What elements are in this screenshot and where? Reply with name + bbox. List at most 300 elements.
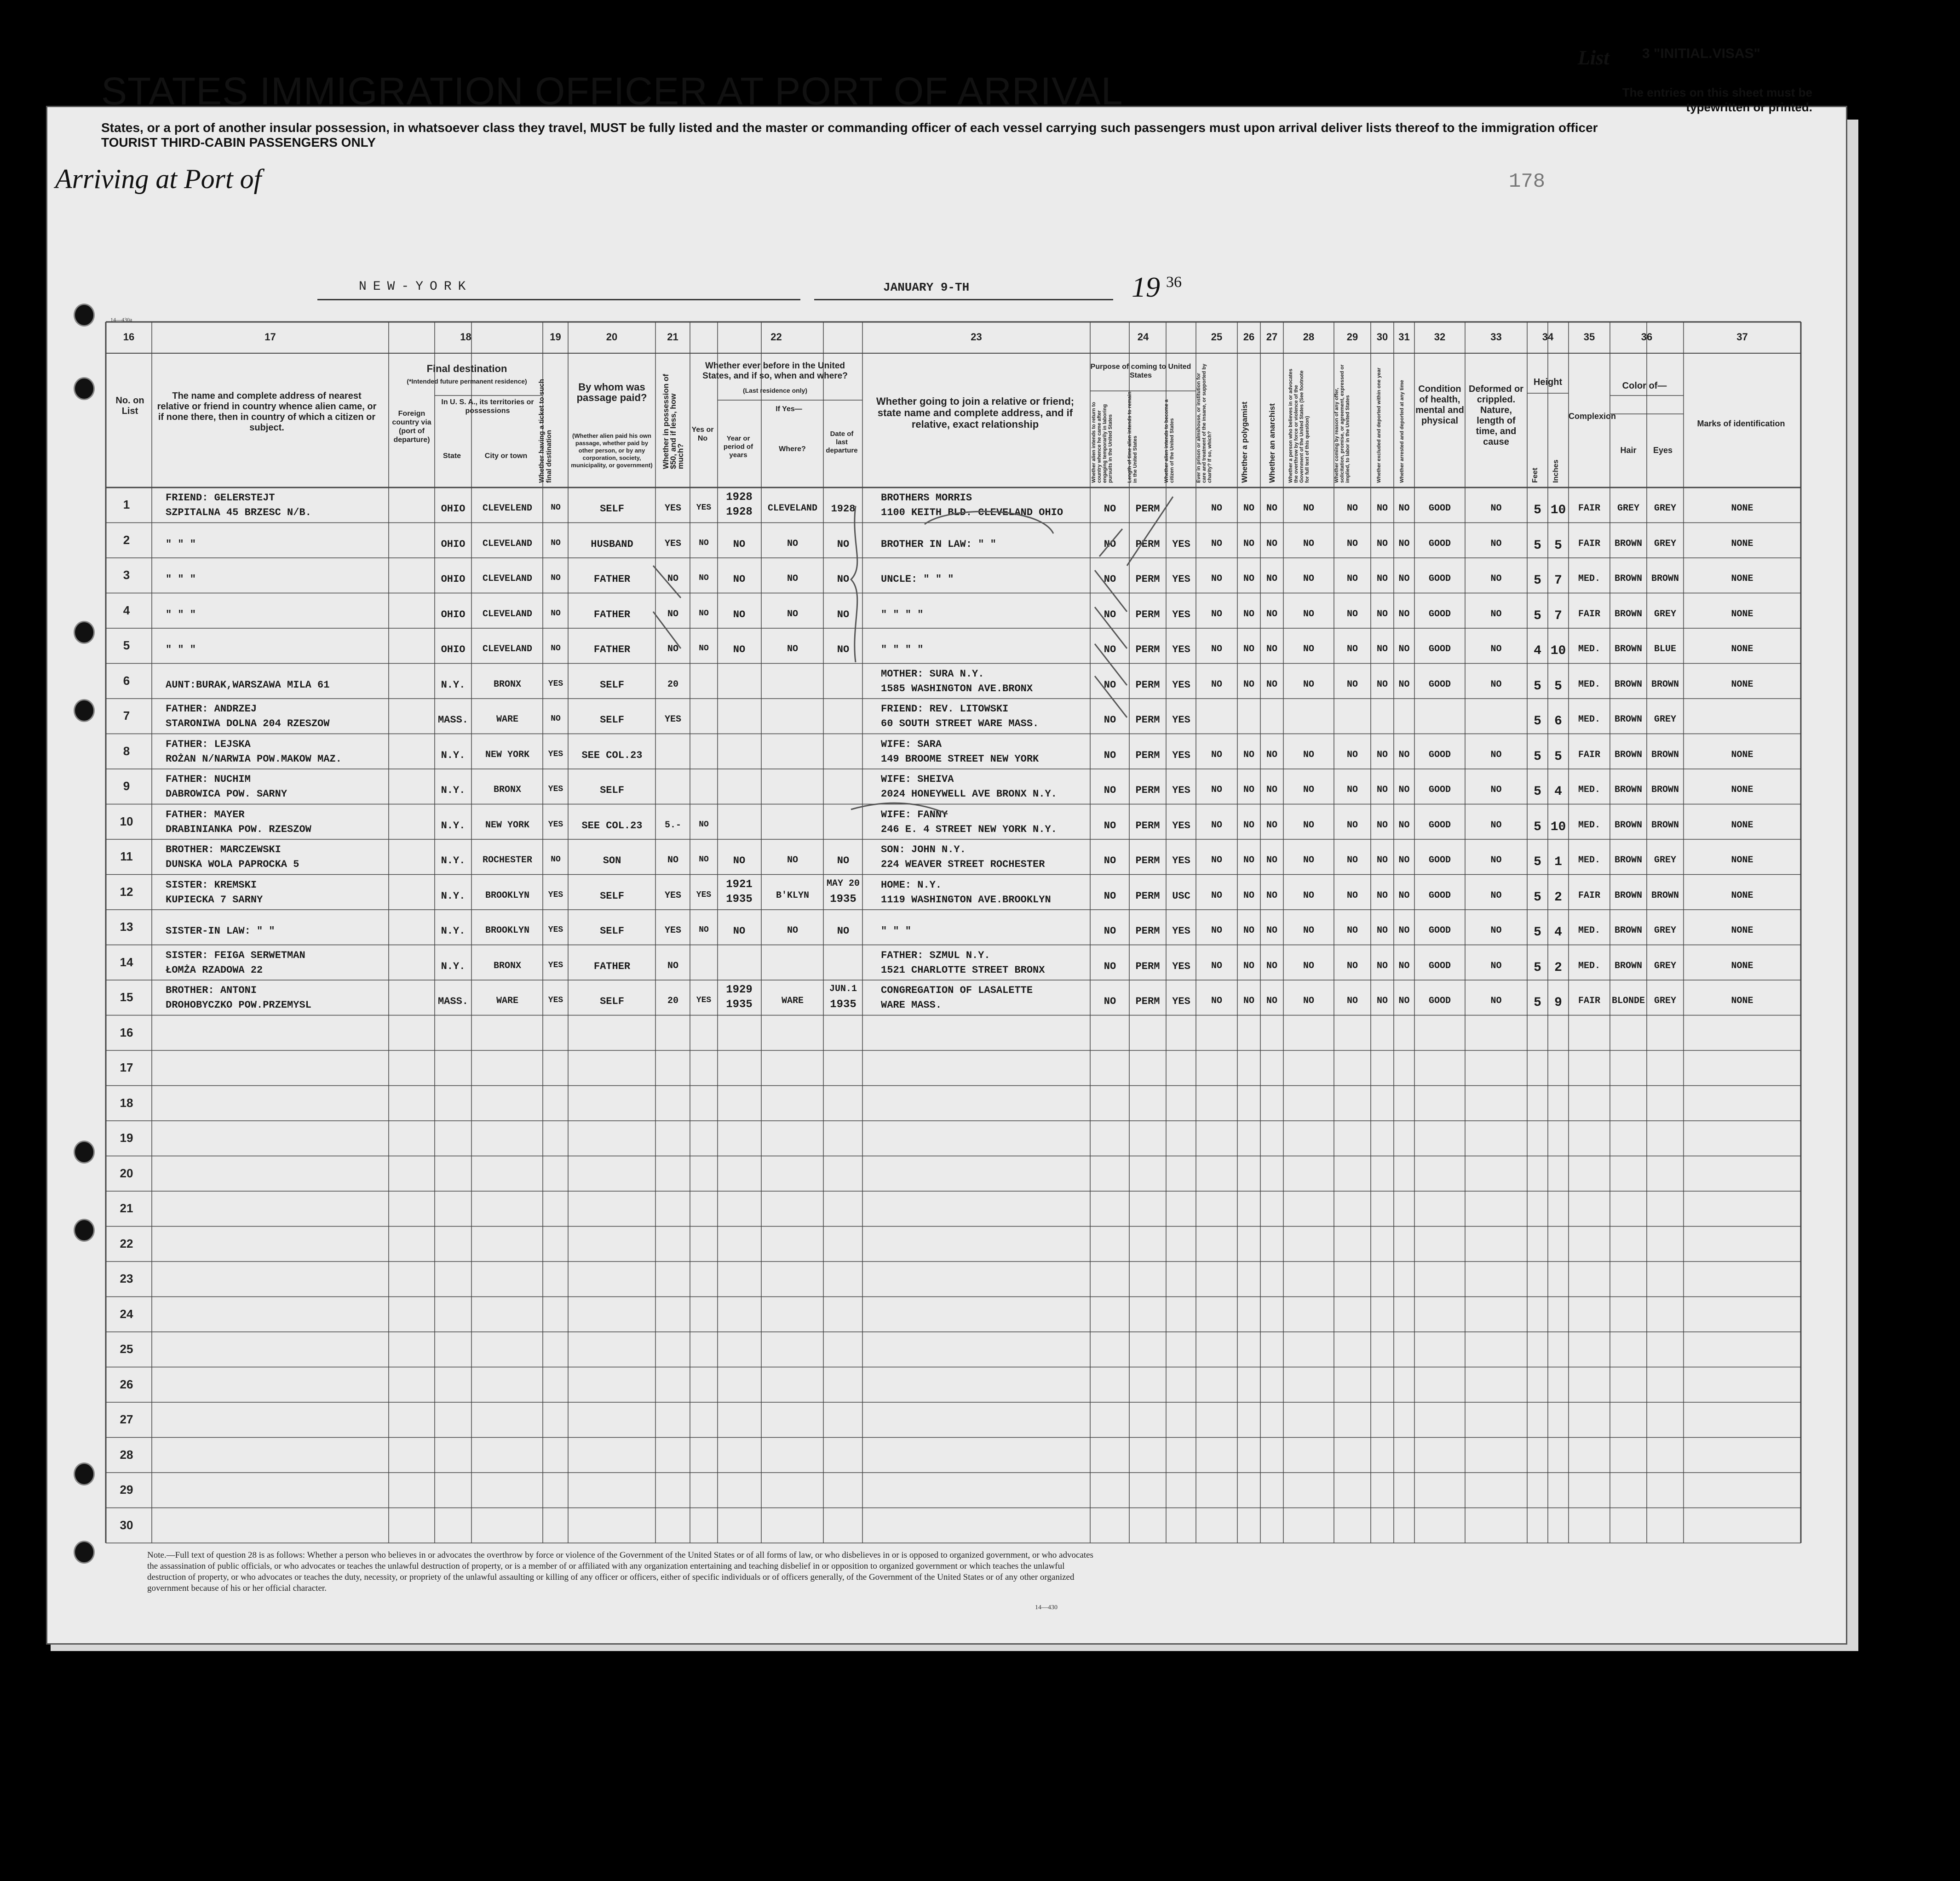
- col-c29: NO: [1346, 820, 1358, 831]
- col-in: 9: [1554, 996, 1562, 1010]
- col-22-yesno: Yes or No: [691, 426, 714, 442]
- col-c25: NO: [1211, 608, 1222, 619]
- col-c29: NO: [1346, 538, 1358, 549]
- col-eyes: BROWN: [1651, 890, 1679, 901]
- money: 5.-: [664, 820, 681, 831]
- ticket: YES: [548, 785, 563, 794]
- col-18-state: State: [443, 452, 461, 460]
- year-period: 1921: [726, 878, 753, 891]
- ticket: NO: [551, 644, 561, 654]
- col-c26: NO: [1243, 925, 1254, 936]
- row-number: 16: [120, 1025, 133, 1039]
- col-c26: NO: [1243, 855, 1254, 866]
- where: NO: [787, 573, 798, 585]
- purpose-length: PERM: [1135, 820, 1160, 832]
- col-29-header: Whether coming by reason of any offer, solicitation, promise, or agreement, expressed or implied, to labor in the United States: [1334, 364, 1351, 483]
- row-number: 20: [120, 1166, 133, 1180]
- row-number: 12: [120, 884, 133, 899]
- col-comp: MED.: [1578, 679, 1600, 690]
- col-c31: NO: [1398, 573, 1410, 585]
- col-c31: NO: [1398, 890, 1410, 901]
- col-eyes: BROWN: [1651, 679, 1679, 690]
- col-c30: NO: [1376, 890, 1388, 901]
- before-us: NO: [699, 925, 709, 935]
- column-number: 35: [1583, 331, 1595, 343]
- dest-state: OHIO: [441, 644, 466, 656]
- purpose-length: PERM: [1135, 855, 1160, 867]
- col-comp: FAIR: [1578, 503, 1600, 514]
- last-departure: NO: [837, 925, 850, 937]
- ticket: NO: [551, 503, 561, 513]
- col-c26: NO: [1243, 890, 1254, 901]
- passage-paid: SELF: [600, 925, 624, 937]
- ticket: YES: [548, 679, 563, 688]
- year-period: 1929: [726, 984, 753, 996]
- joining-name: WIFE: SARA: [881, 738, 942, 750]
- col-c31: NO: [1398, 503, 1410, 514]
- col-34-inches: Inches: [1552, 459, 1560, 483]
- col-c25: NO: [1211, 820, 1222, 831]
- joining-address: " " " ": [881, 644, 924, 656]
- dest-city: CLEVELAND: [482, 608, 533, 619]
- col-eyes: GREY: [1654, 714, 1676, 725]
- column-number: 28: [1303, 331, 1315, 343]
- col-health: GOOD: [1428, 679, 1451, 690]
- col-in: 10: [1550, 644, 1566, 659]
- col-c26: NO: [1243, 785, 1254, 796]
- col-health: GOOD: [1428, 820, 1451, 831]
- page-title: STATES IMMIGRATION OFFICER AT PORT OF ARRIVAL: [101, 69, 1123, 113]
- col-comp: MED.: [1578, 573, 1600, 585]
- passage-paid: SEE COL.23: [581, 820, 643, 832]
- col-deform: NO: [1490, 749, 1502, 760]
- last-departure: NO: [837, 644, 850, 656]
- col-19-header: Whether having a ticket to such final destination: [538, 379, 553, 483]
- row-number: 15: [120, 990, 133, 1004]
- col-16-header: No. on List: [115, 396, 144, 416]
- col-22-sub: (Last residence only): [742, 387, 808, 394]
- ticket: NO: [551, 538, 561, 548]
- col-18-usa: In U. S. A., its territories or possessions: [441, 398, 534, 415]
- joining-address: 1585 WASHINGTON AVE.BRONX: [881, 682, 1033, 694]
- before-us: YES: [696, 503, 712, 513]
- col-c27: NO: [1266, 960, 1277, 971]
- col-c29: NO: [1346, 644, 1358, 655]
- col-deform: NO: [1490, 996, 1502, 1007]
- row-number: 13: [120, 920, 133, 934]
- col-36-header: Color of—: [1622, 381, 1667, 391]
- dest-city: CLEVELAND: [482, 538, 533, 549]
- relative-address: SISTER-IN LAW: " ": [166, 925, 275, 937]
- col-in: 5: [1554, 538, 1562, 553]
- dest-state: N.Y.: [441, 785, 466, 797]
- purpose-citizen: YES: [1172, 996, 1190, 1008]
- column-number: 20: [606, 331, 618, 343]
- purpose-return: NO: [1104, 749, 1116, 761]
- col-27-header: Whether an anarchist: [1268, 403, 1276, 483]
- joining-address: 246 E. 4 STREET NEW YORK N.Y.: [881, 823, 1057, 835]
- col-in: 7: [1554, 608, 1562, 623]
- relative-address: ROŻAN N/NARWIA POW.MAKOW MAZ.: [166, 753, 342, 765]
- ticket: YES: [548, 820, 563, 829]
- col-deform: NO: [1490, 785, 1502, 796]
- col-c28: NO: [1303, 925, 1314, 936]
- purpose-length: PERM: [1135, 960, 1160, 972]
- col-c29: NO: [1346, 573, 1358, 585]
- col-in: 10: [1550, 820, 1566, 834]
- col-c25: NO: [1211, 855, 1222, 866]
- purpose-length: PERM: [1135, 749, 1160, 761]
- joining-name: WIFE: SHEIVA: [881, 774, 954, 785]
- col-c30: NO: [1376, 679, 1388, 690]
- col-c29: NO: [1346, 608, 1358, 619]
- column-number: 21: [667, 331, 678, 343]
- col-c29: NO: [1346, 503, 1358, 514]
- col-hair: BROWN: [1614, 890, 1642, 901]
- money: NO: [667, 573, 678, 585]
- col-marks: NONE: [1731, 749, 1753, 760]
- relative-address: KUPIECKA 7 SARNY: [166, 894, 263, 906]
- subtitle-line: TOURIST THIRD-CABIN PASSENGERS ONLY: [101, 135, 376, 149]
- col-c25: NO: [1211, 785, 1222, 796]
- column-number: 27: [1266, 331, 1278, 343]
- row-number: 23: [120, 1272, 133, 1286]
- before-us: NO: [699, 608, 709, 618]
- purpose-citizen: YES: [1172, 925, 1190, 937]
- col-hair: BROWN: [1614, 679, 1642, 690]
- col-c27: NO: [1266, 679, 1277, 690]
- column-number: 29: [1346, 331, 1358, 343]
- col-eyes: BLUE: [1654, 644, 1676, 655]
- last-departure: 1935: [830, 998, 856, 1011]
- col-deform: NO: [1490, 679, 1502, 690]
- col-c27: NO: [1266, 785, 1277, 796]
- row-number: 7: [123, 709, 130, 723]
- col-c27: NO: [1266, 749, 1277, 760]
- dest-city: WARE: [496, 714, 518, 725]
- dest-city: CLEVELAND: [482, 573, 533, 585]
- col-ft: 5: [1534, 538, 1541, 553]
- row-number: 18: [120, 1095, 133, 1110]
- last-departure: MAY 20: [826, 878, 860, 889]
- purpose-citizen: YES: [1172, 749, 1190, 761]
- money: YES: [664, 890, 681, 901]
- dest-state: N.Y.: [441, 960, 466, 972]
- year-period: 1935: [726, 998, 753, 1011]
- purpose-citizen: YES: [1172, 820, 1190, 832]
- relative-address: DUNSKA WOLA PAPROCKA 5: [166, 859, 299, 870]
- column-number: 19: [550, 331, 561, 343]
- col-c26: NO: [1243, 503, 1254, 514]
- col-eyes: BROWN: [1651, 573, 1679, 585]
- passage-paid: HUSBAND: [591, 538, 633, 550]
- col-marks: NONE: [1731, 608, 1753, 619]
- purpose-return: NO: [1104, 960, 1116, 972]
- year-period: 1928: [726, 491, 753, 504]
- col-hair: BROWN: [1614, 608, 1642, 619]
- purpose-length: PERM: [1135, 503, 1160, 515]
- purpose-length: PERM: [1135, 996, 1160, 1008]
- col-c25: NO: [1211, 679, 1222, 690]
- col-c31: NO: [1398, 996, 1410, 1007]
- col-deform: NO: [1490, 960, 1502, 971]
- row-number: 21: [120, 1201, 133, 1216]
- col-health: GOOD: [1428, 644, 1451, 655]
- col-in: 1: [1554, 855, 1562, 870]
- before-us: NO: [699, 855, 709, 865]
- where: NO: [787, 644, 798, 655]
- col-18-city: City or town: [484, 452, 528, 460]
- purpose-length: PERM: [1135, 644, 1160, 656]
- col-c26: NO: [1243, 538, 1254, 549]
- col-c30: NO: [1376, 503, 1388, 514]
- col-hair: BROWN: [1614, 538, 1642, 549]
- relative-name: SISTER: KREMSKI: [166, 879, 257, 891]
- col-comp: FAIR: [1578, 538, 1600, 549]
- col-c31: NO: [1398, 608, 1410, 619]
- joining-name: BROTHERS MORRIS: [881, 492, 972, 504]
- col-ft: 5: [1534, 785, 1541, 799]
- col-deform: NO: [1490, 820, 1502, 831]
- col-c31: NO: [1398, 785, 1410, 796]
- col-24a-header: Whether alien intends to return to country whence he came after engaging temporarily in laboring pursuits in the United States: [1091, 401, 1113, 483]
- col-ft: 5: [1534, 714, 1541, 729]
- col-marks: NONE: [1731, 996, 1753, 1007]
- row-number: 2: [123, 533, 130, 547]
- purpose-length: PERM: [1135, 714, 1160, 726]
- passage-paid: SELF: [600, 890, 624, 902]
- col-17-header: The name and complete address of nearest relative or friend in country whence alien came, or if none there, then in country of which a citizen or subject.: [157, 391, 377, 433]
- relative-address: ŁOMŻA RZADOWA 22: [166, 964, 263, 976]
- col-c29: NO: [1346, 996, 1358, 1007]
- joining-address: 149 BROOME STREET NEW YORK: [881, 753, 1039, 765]
- col-c28: NO: [1303, 503, 1314, 514]
- purpose-return: NO: [1104, 644, 1116, 656]
- col-deform: NO: [1490, 925, 1502, 936]
- col-c27: NO: [1266, 996, 1277, 1007]
- col-health: GOOD: [1428, 996, 1451, 1007]
- col-c28: NO: [1303, 960, 1314, 971]
- row-number: 10: [120, 814, 133, 828]
- year-period: 1928: [726, 506, 753, 518]
- footnote: Note.—Full text of question 28 is as follows: Whether a person who believes in or advocates the overthrow by force or violence of the Government of the United States or of all forms of law, or who disbelieves in or is opposed to organized government, or who advocates the assassination of public officials, or who advocates or teaches the unlawful destruction of property, or is a member of or affiliated with any organization entertaining and teaching disbelief in or opposition to organized government or which teaches the unlawful destruction of property, or who advocates or teaches the duty, necessity, or propriety of the unlawful assaulting or killing of any officer or officers, either of specific individuals or of officers generally, of the Government of the United States or of any other organized government because of his or her official character.: [147, 1550, 1093, 1593]
- joining-address: 1521 CHARLOTTE STREET BRONX: [881, 964, 1045, 976]
- col-in: 5: [1554, 749, 1562, 764]
- col-deform: NO: [1490, 503, 1502, 514]
- col-hair: BLONDE: [1611, 996, 1645, 1007]
- dest-state: OHIO: [441, 538, 466, 550]
- entries-note: The entries on this sheet must be typewritten or printed.: [1622, 86, 1812, 114]
- col-health: GOOD: [1428, 785, 1451, 796]
- col-health: GOOD: [1428, 925, 1451, 936]
- passage-paid: SON: [603, 855, 621, 867]
- col-c27: NO: [1266, 820, 1277, 831]
- column-number: 26: [1243, 331, 1255, 343]
- col-health: GOOD: [1428, 960, 1451, 971]
- col-ft: 4: [1534, 644, 1541, 659]
- relative-name: FATHER: MAYER: [166, 809, 245, 820]
- ticket: NO: [551, 855, 561, 865]
- year-period: NO: [733, 855, 746, 867]
- col-18-sub: (*Intended future permanent residence): [407, 378, 527, 385]
- col-comp: FAIR: [1578, 749, 1600, 760]
- dest-state: N.Y.: [441, 890, 466, 902]
- col-c28: NO: [1303, 749, 1314, 760]
- purpose-citizen: YES: [1172, 785, 1190, 797]
- col-c30: NO: [1376, 996, 1388, 1007]
- purpose-length: PERM: [1135, 890, 1160, 902]
- dest-state: N.Y.: [441, 749, 466, 761]
- col-c27: NO: [1266, 890, 1277, 901]
- where: B'KLYN: [776, 890, 809, 901]
- col-18-foreign: Foreign country via (port of departure): [392, 410, 431, 444]
- money: NO: [667, 855, 678, 866]
- dest-city: BRONX: [493, 785, 521, 796]
- purpose-citizen: YES: [1172, 608, 1190, 620]
- year-period: 1935: [726, 893, 753, 906]
- joining-address: " " " ": [881, 608, 924, 620]
- col-24-header: Purpose of coming to United States: [1090, 363, 1191, 379]
- dest-state: MASS.: [437, 996, 468, 1008]
- col-22-year: Year or period of years: [723, 435, 753, 459]
- col-eyes: GREY: [1654, 925, 1676, 936]
- col-c28: NO: [1303, 996, 1314, 1007]
- row-number: 6: [123, 673, 130, 688]
- col-health: GOOD: [1428, 890, 1451, 901]
- date-value: JANUARY 9-TH: [883, 281, 970, 294]
- purpose-return: NO: [1104, 503, 1116, 515]
- col-in: 6: [1554, 714, 1562, 729]
- purpose-length: PERM: [1135, 925, 1160, 937]
- port-value: NEW-YORK: [359, 280, 472, 294]
- col-marks: NONE: [1731, 503, 1753, 514]
- year-period: NO: [733, 538, 746, 550]
- col-c27: NO: [1266, 925, 1277, 936]
- col-c27: NO: [1266, 573, 1277, 585]
- purpose-return: NO: [1104, 573, 1116, 585]
- col-health: GOOD: [1428, 608, 1451, 619]
- col-ft: 5: [1534, 996, 1541, 1010]
- col-comp: MED.: [1578, 960, 1600, 971]
- relative-address: DABROWICA POW. SARNY: [166, 788, 287, 800]
- year-period: NO: [733, 573, 746, 585]
- purpose-return: NO: [1104, 608, 1116, 620]
- col-deform: NO: [1490, 608, 1502, 619]
- where: WARE: [781, 996, 804, 1007]
- purpose-return: NO: [1104, 996, 1116, 1008]
- passage-paid: FATHER: [593, 960, 631, 972]
- column-number: 30: [1376, 331, 1388, 343]
- footnote-form: 14—430: [1035, 1604, 1058, 1611]
- ticket: YES: [548, 996, 563, 1005]
- col-eyes: GREY: [1654, 608, 1676, 619]
- col-hair: BROWN: [1614, 749, 1642, 760]
- column-number: 33: [1490, 331, 1502, 343]
- dest-city: BROOKLYN: [485, 890, 529, 901]
- col-hair: BROWN: [1614, 573, 1642, 585]
- dest-city: WARE: [496, 996, 518, 1007]
- row-number: 9: [123, 779, 130, 793]
- col-in: 4: [1554, 785, 1562, 799]
- col-24b-header: Length of time alien intends to remain in the United States: [1127, 391, 1138, 483]
- column-number: 36: [1641, 331, 1653, 343]
- col-35-header: Complexion: [1569, 412, 1616, 421]
- col-comp: MED.: [1578, 714, 1600, 725]
- col-32-header: Condition of health, mental and physical: [1415, 384, 1464, 426]
- joining-name: SON: JOHN N.Y.: [881, 844, 966, 855]
- col-ft: 5: [1534, 820, 1541, 834]
- col-deform: NO: [1490, 855, 1502, 866]
- purpose-length: PERM: [1135, 573, 1160, 585]
- last-departure: NO: [837, 573, 850, 585]
- relative-address: " " ": [166, 608, 196, 620]
- year-prefix: 19: [1132, 272, 1160, 303]
- last-departure: NO: [837, 855, 850, 867]
- row-number: 5: [123, 638, 130, 653]
- purpose-length: PERM: [1135, 679, 1160, 691]
- row-number: 22: [120, 1236, 133, 1250]
- col-c29: NO: [1346, 749, 1358, 760]
- last-departure: NO: [837, 538, 850, 550]
- col-c28: NO: [1303, 573, 1314, 585]
- passage-paid: SELF: [600, 714, 624, 726]
- purpose-return: NO: [1104, 538, 1116, 550]
- passage-paid: SELF: [600, 679, 624, 691]
- ticket: YES: [548, 749, 563, 759]
- money: YES: [664, 714, 681, 725]
- col-hair: BROWN: [1614, 644, 1642, 655]
- dest-state: N.Y.: [441, 855, 466, 867]
- col-comp: MED.: [1578, 785, 1600, 796]
- row-number: 25: [120, 1342, 133, 1356]
- joining-address: WARE MASS.: [881, 999, 942, 1011]
- ticket: NO: [551, 714, 561, 724]
- dest-city: NEW YORK: [485, 820, 529, 831]
- col-ft: 5: [1534, 679, 1541, 694]
- dest-city: BRONX: [493, 679, 521, 690]
- passage-paid: FATHER: [593, 608, 631, 620]
- column-number: 17: [264, 331, 276, 343]
- col-comp: MED.: [1578, 855, 1600, 866]
- col-hair: BROWN: [1614, 925, 1642, 936]
- col-eyes: GREY: [1654, 538, 1676, 549]
- col-hair: BROWN: [1614, 960, 1642, 971]
- col-ft: 5: [1534, 890, 1541, 905]
- col-c30: NO: [1376, 538, 1388, 549]
- relative-address: SZPITALNA 45 BRZESC N/B.: [166, 507, 311, 518]
- before-us: NO: [699, 538, 709, 548]
- arriving-label: Arriving at Port of: [55, 164, 262, 194]
- passage-paid: SEE COL.23: [581, 749, 643, 761]
- col-marks: NONE: [1731, 925, 1753, 936]
- col-c29: NO: [1346, 925, 1358, 936]
- col-in: 7: [1554, 573, 1562, 588]
- row-number: 28: [120, 1447, 133, 1462]
- dest-state: OHIO: [441, 608, 466, 620]
- col-hair: BROWN: [1614, 820, 1642, 831]
- col-eyes: BROWN: [1651, 785, 1679, 796]
- purpose-citizen: YES: [1172, 644, 1190, 656]
- passage-paid: FATHER: [593, 573, 631, 585]
- relative-name: BROTHER: MARCZEWSKI: [166, 844, 281, 855]
- relative-address: DROHOBYCZKO POW.PRZEMYSL: [166, 999, 311, 1011]
- col-ft: 5: [1534, 503, 1541, 518]
- where: NO: [787, 925, 798, 936]
- col-in: 5: [1554, 679, 1562, 694]
- dest-city: NEW YORK: [485, 749, 529, 760]
- row-number: 1: [123, 498, 130, 512]
- relative-name: BROTHER: ANTONI: [166, 985, 257, 996]
